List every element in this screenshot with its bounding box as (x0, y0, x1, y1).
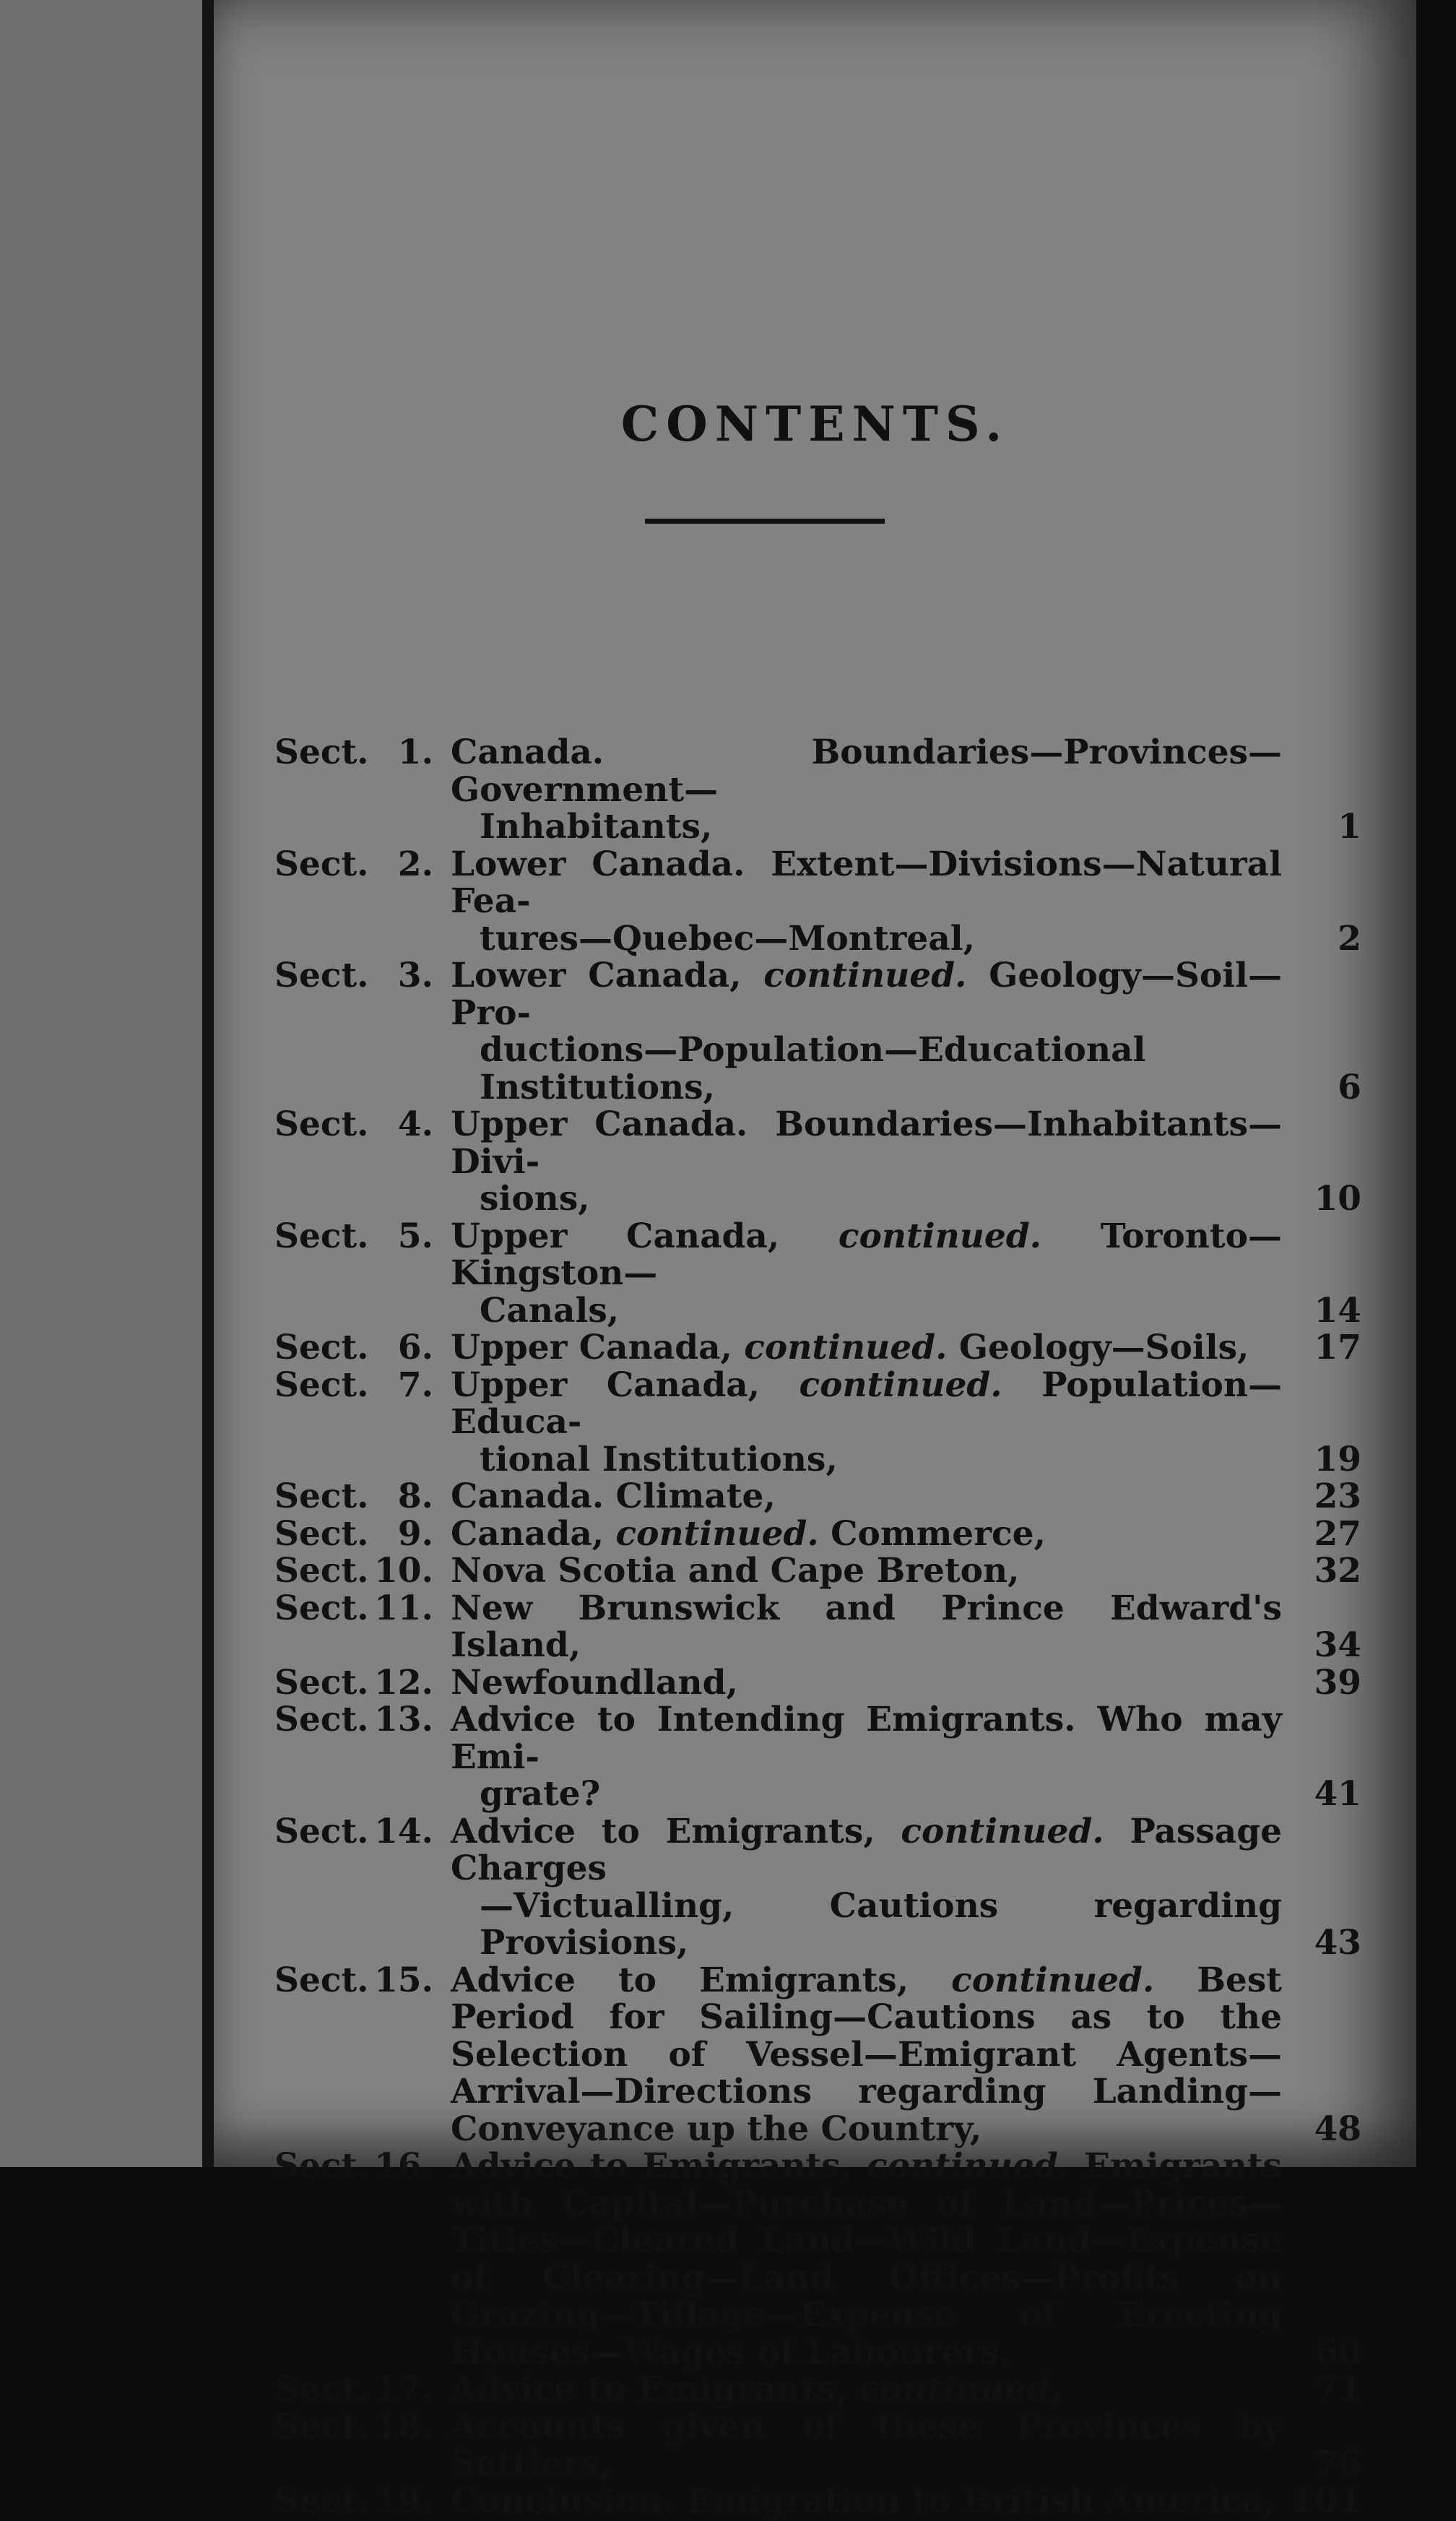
toc-entry (274, 1218, 1361, 1330)
toc-sect-label: Sect. (274, 1365, 369, 1405)
toc-entry (274, 734, 1361, 846)
toc-sect-number: 6. (397, 1328, 433, 1367)
toc-page-number: 32 (1314, 1551, 1361, 1591)
toc-sect-number: 1. (397, 732, 433, 772)
toc-sect-label: Sect. (274, 1476, 369, 1516)
contents-page (214, 0, 1416, 2521)
toc-sect-number: 11. (374, 1588, 433, 1628)
toc-sect-number: 9. (397, 1513, 433, 1554)
toc-description: Upper Canada, continued. Geology—Soils, (451, 1328, 1249, 1367)
toc-sect-label: Sect. (274, 1328, 369, 1367)
toc-entry (274, 1515, 1361, 1553)
toc-page-number: 19 (1314, 1439, 1361, 1479)
toc-entry (274, 2148, 1361, 2371)
toc-page-number: 27 (1314, 1513, 1361, 1554)
toc-sect-number: 4. (397, 1104, 433, 1144)
toc-description: Conclusion. Emigration to British America, (451, 2481, 1275, 2521)
toc-sect-number: 5. (397, 1216, 433, 1256)
toc-sect-label: Sect. (274, 2146, 369, 2186)
toc-description: Lower Canada, continued. Geology—Soil—Pro- ductions—Population—Educational Institutions, (451, 956, 1282, 1107)
toc-sect-label: Sect. (274, 1216, 369, 1256)
toc-description: Canada. Boundaries—Provinces—Government— Inhabitants, (451, 732, 1282, 847)
toc-sect-number: 2. (397, 844, 433, 884)
toc-description: Advice to Emigrants, continued. Passage Charges —Victualling, Cautions regarding Provisions, (451, 1811, 1282, 1963)
toc-entry (274, 1590, 1361, 1664)
toc-page-number: 101 (1290, 2481, 1361, 2521)
toc-page-number: 76 (1314, 2444, 1361, 2483)
toc-entry (274, 1813, 1361, 1962)
toc-description: Nova Scotia and Cape Breton, (451, 1551, 1020, 1591)
toc-sect-number: 3. (397, 956, 433, 995)
toc-description: Accounts given of these Provinces by Settlers, (451, 2406, 1282, 2483)
toc-sect-label: Sect. (274, 732, 369, 772)
toc-entry (274, 1701, 1361, 1813)
toc-sect-label: Sect. (274, 2481, 369, 2521)
toc-sect-label: Sect. (274, 1551, 369, 1591)
toc-description: Canada. Climate, (451, 1476, 776, 1516)
toc-sect-number: 14. (374, 1811, 433, 1851)
toc-description: New Brunswick and Prince Edward's Island, (451, 1588, 1282, 1665)
toc-sect-label: Sect. (274, 1104, 369, 1144)
toc-sect-label: Sect. (274, 1700, 369, 1739)
toc-page-number: 14 (1314, 1290, 1361, 1331)
toc-sect-number: 13. (374, 1700, 433, 1739)
toc-entry (274, 2371, 1361, 2408)
toc-description: Advice to Emigrants, continued. Best Period for Sailing—Cautions as to the Selection of Vessel—Emigrant Agents—Arrival—Directions regarding Landing—Conveyance up the Country, (451, 1960, 1282, 2149)
toc-page-number: 71 (1314, 2369, 1361, 2409)
toc-description: Canada, continued. Commerce, (451, 1513, 1046, 1554)
toc-page-number: 34 (1314, 1625, 1361, 1665)
toc-sect-number: 18. (374, 2406, 433, 2447)
toc-page-number: 6 (1338, 1067, 1361, 1107)
toc-page-number: 48 (1314, 2109, 1361, 2149)
toc-description: Lower Canada. Extent—Divisions—Natural Fea- tures—Quebec—Montreal, (451, 844, 1282, 959)
toc-page-number: 2 (1338, 918, 1361, 959)
toc-page-number: 43 (1314, 1923, 1361, 1963)
toc-sect-number: 7. (397, 1365, 433, 1405)
toc-page-number: 60 (1314, 2332, 1361, 2372)
toc-sect-number: 16. (374, 2146, 433, 2186)
toc-sect-number: 8. (397, 1476, 433, 1516)
toc-entry (274, 2483, 1361, 2520)
toc-sect-label: Sect. (274, 956, 369, 995)
toc-sect-label: Sect. (274, 2369, 369, 2409)
toc-sect-number: 10. (374, 1551, 433, 1591)
toc-page-number: 1 (1338, 807, 1361, 847)
toc-page-number: 23 (1314, 1476, 1361, 1516)
toc-page-number: 39 (1314, 1662, 1361, 1703)
toc-entry (274, 1552, 1361, 1590)
toc-sect-number: 12. (374, 1662, 433, 1703)
toc-sect-label: Sect. (274, 1588, 369, 1628)
toc-description: Upper Canada, continued. Population—Educa- tional Institutions, (451, 1365, 1282, 1479)
toc-sect-number: 15. (374, 1960, 433, 2000)
toc-entry (274, 2408, 1361, 2483)
toc-page-number: 10 (1314, 1179, 1361, 1219)
toc-description: Advice to Emigrants, continued, (451, 2369, 1062, 2409)
toc-entry (274, 846, 1361, 958)
toc-entry (274, 957, 1361, 1106)
title-rule (645, 519, 885, 524)
page-title: CONTENTS. (620, 396, 1010, 452)
toc-sect-label: Sect. (274, 2406, 369, 2447)
toc-description: Advice to Intending Emigrants. Who may Emi- grate? (451, 1700, 1282, 1814)
toc-entry (274, 1329, 1361, 1367)
toc-sect-label: Sect. (274, 1960, 369, 2000)
toc-sect-label: Sect. (274, 844, 369, 884)
toc-sect-number: 19. (374, 2481, 433, 2521)
toc-sect-label: Sect. (274, 1811, 369, 1851)
toc-entry (274, 1962, 1361, 2148)
toc-list (274, 734, 1361, 2520)
toc-entry (274, 1478, 1361, 1515)
toc-sect-label: Sect. (274, 1513, 369, 1554)
toc-description: Upper Canada. Boundaries—Inhabitants—Divi- sions, (451, 1104, 1282, 1219)
toc-entry (274, 1367, 1361, 1479)
toc-page-number: 17 (1314, 1328, 1361, 1367)
left-page-margin (0, 0, 202, 2167)
toc-page-number: 41 (1314, 1774, 1361, 1814)
toc-entry (274, 1106, 1361, 1218)
toc-sect-number: 17. (374, 2369, 433, 2409)
toc-description: Upper Canada, continued. Toronto—Kingston— Canals, (451, 1216, 1282, 1331)
toc-sect-label: Sect. (274, 1662, 369, 1703)
toc-description: Advice to Emigrants, continued. Emigrants with Capital—Purchase of Land—Prices—Titles—Cleared Land—Wild Land—Expense of Clearing—Land Offices—Profits on Grazing—Tillage—Expense of Erecting Houses—Wages of Labourers, (451, 2146, 1282, 2372)
toc-entry (274, 1664, 1361, 1702)
book-spine (202, 0, 214, 2167)
toc-description: Newfoundland, (451, 1662, 738, 1703)
